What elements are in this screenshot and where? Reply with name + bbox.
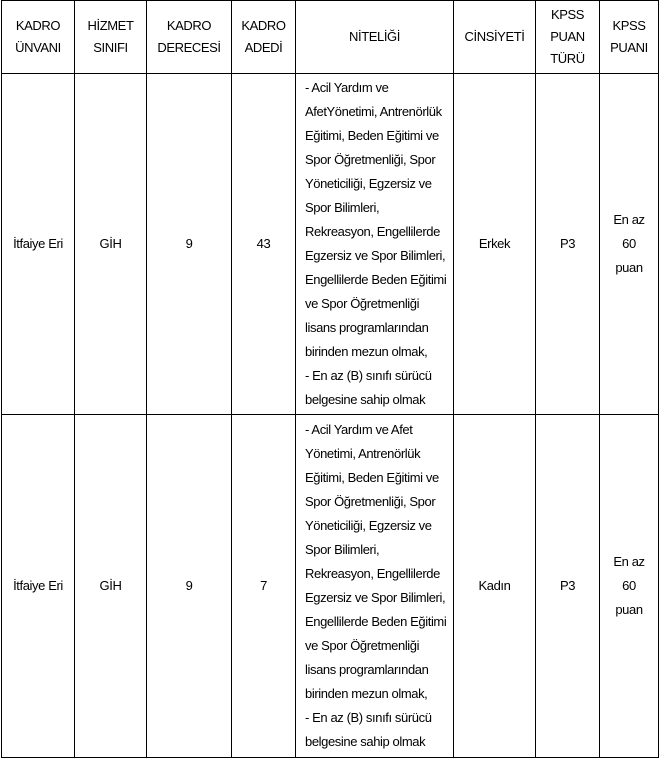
- nitelik-line: belgesine sahip olmak: [305, 392, 426, 407]
- cell-puan-turu: P3: [536, 415, 600, 758]
- header-cinsiyeti: [454, 1, 536, 74]
- cell-adet: 43: [232, 74, 296, 415]
- nitelik-line: Yönetimi, Antrenörlük: [305, 446, 421, 461]
- nitelik-line: Egzersiz ve Spor Bilimleri,: [305, 590, 446, 605]
- nitelik-line: Spor Öğretmenliği, Spor: [305, 152, 436, 167]
- cell-puan: [600, 415, 659, 758]
- header-line: PUAN: [550, 29, 585, 44]
- header-line: KADRO: [166, 18, 212, 33]
- cell-cinsiyet: Kadın: [454, 415, 536, 758]
- header-line: KADRO: [241, 18, 286, 33]
- cell-nitelik: [296, 74, 454, 415]
- cell-sinif: GİH: [75, 74, 147, 415]
- puan-line: En az: [613, 212, 645, 227]
- puan-line: 60: [622, 236, 636, 251]
- nitelik-line: Engellilerde Beden Eğitimi: [305, 614, 447, 629]
- nitelik-line: Spor Bilimleri,: [305, 200, 380, 215]
- nitelik-line: Rekreasyon, Engellilerde: [305, 566, 440, 581]
- header-line: PUANI: [610, 40, 648, 55]
- cell-puan-turu: P3: [536, 74, 600, 415]
- header-line: CİNSİYETİ: [464, 29, 525, 44]
- header-line: NİTELİĞİ: [349, 29, 400, 44]
- header-line: DERECESİ: [157, 40, 221, 55]
- cell-derece: 9: [147, 415, 232, 758]
- nitelik-line: birinden mezun olmak,: [305, 344, 428, 359]
- header-kadro-unvani: [2, 1, 75, 74]
- cell-derece: 9: [147, 74, 232, 415]
- cell-sinif: GİH: [75, 415, 147, 758]
- header-line: SINIFI: [93, 40, 128, 55]
- header-line: KPSS: [612, 18, 646, 33]
- nitelik-line: - Acil Yardım ve Afet: [305, 422, 413, 437]
- puan-line: 60: [622, 578, 636, 593]
- cell-unvan: İtfaiye Eri: [2, 74, 75, 415]
- nitelik-line: Yöneticiliği, Egzersiz ve: [305, 518, 432, 533]
- nitelik-line: - En az (B) sınıfı sürücü: [305, 368, 432, 383]
- nitelik-line: lisans programlarından: [305, 320, 429, 335]
- nitelik-line: - En az (B) sınıfı sürücü: [305, 710, 432, 725]
- header-line: KPSS: [550, 7, 585, 22]
- header-row: [2, 1, 659, 74]
- nitelik-line: Engellilerde Beden Eğitimi: [305, 272, 447, 287]
- puan-line: puan: [615, 602, 643, 617]
- nitelik-line: - Acil Yardım ve: [305, 80, 389, 95]
- nitelik-line: Eğitimi, Beden Eğitimi ve: [305, 128, 439, 143]
- nitelik-line: birinden mezun olmak,: [305, 686, 428, 701]
- cell-cinsiyet: Erkek: [454, 74, 536, 415]
- header-kpss-puan-turu: [536, 1, 600, 74]
- nitelik-line: ve Spor Öğretmenliği: [305, 638, 420, 653]
- nitelik-line: Egzersiz ve Spor Bilimleri,: [305, 248, 446, 263]
- kadro-table: [1, 0, 659, 758]
- nitelik-line: Spor Bilimleri,: [305, 542, 380, 557]
- nitelik-line: belgesine sahip olmak: [305, 734, 426, 749]
- nitelik-line: Spor Öğretmenliği, Spor: [305, 494, 436, 509]
- cell-unvan: İtfaiye Eri: [2, 415, 75, 758]
- nitelik-line: Rekreasyon, Engellilerde: [305, 224, 440, 239]
- puan-line: En az: [613, 554, 645, 569]
- nitelik-line: AfetYönetimi, Antrenörlük: [305, 104, 442, 119]
- table-row: [2, 74, 659, 415]
- header-line: ÜNVANI: [15, 40, 61, 55]
- nitelik-line: Eğitimi, Beden Eğitimi ve: [305, 470, 439, 485]
- cell-puan: [600, 74, 659, 415]
- header-line: ADEDİ: [244, 40, 283, 55]
- nitelik-line: Yöneticiliği, Egzersiz ve: [305, 176, 432, 191]
- header-kadro-adedi: [232, 1, 296, 74]
- header-line: KADRO: [15, 18, 61, 33]
- header-kadro-derecesi: [147, 1, 232, 74]
- header-niteligi: [296, 1, 454, 74]
- puan-line: puan: [615, 260, 643, 275]
- header-line: HİZMET: [87, 18, 134, 33]
- cell-adet: 7: [232, 415, 296, 758]
- nitelik-line: ve Spor Öğretmenliği: [305, 296, 420, 311]
- header-hizmet-sinifi: [75, 1, 147, 74]
- table-row: [2, 415, 659, 758]
- header-kpss-puani: [600, 1, 659, 74]
- cell-nitelik: [296, 415, 454, 758]
- header-line: TÜRÜ: [550, 51, 585, 66]
- nitelik-line: lisans programlarından: [305, 662, 429, 677]
